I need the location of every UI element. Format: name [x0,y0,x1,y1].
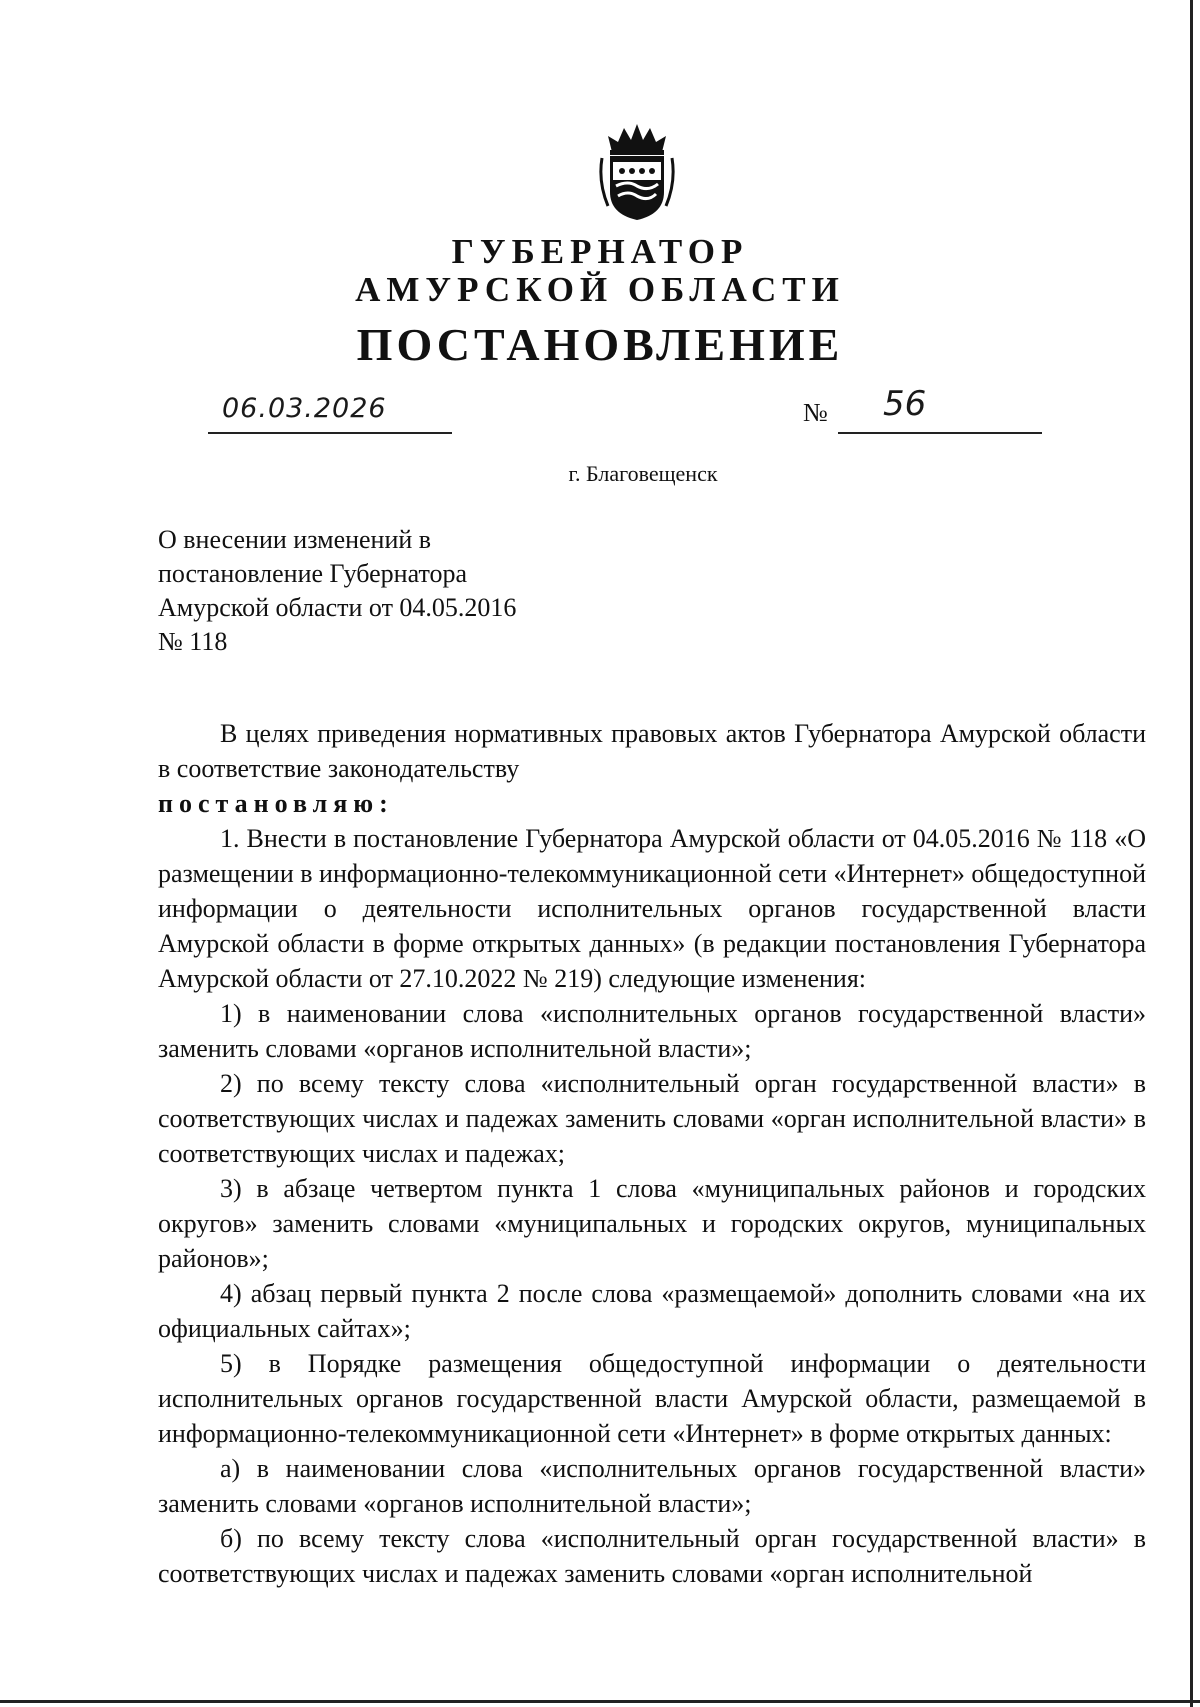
title-line: О внесении изменений в [158,525,432,554]
number-label: № [803,398,828,427]
amur-oblast-coat-of-arms-icon [598,122,676,222]
issuer-region: АМУРСКОЙ ОБЛАСТИ [355,270,845,309]
preamble: В целях приведения нормативных правовых актов Губернатора Амурской области в соответствие законодательству [158,719,1146,783]
paragraph: б) по всему тексту слова «исполнительный орган государственной власти» в соответствующих числах и падежах заменить словами «орган исполнительной [158,1524,1146,1588]
scan-border [0,1700,1200,1703]
paragraph: 4) абзац первый пункта 2 после слова «размещаемой» дополнить словами «на их официальных сайтах»; [158,1279,1146,1343]
document-date: 06.03.2026 [222,393,387,424]
paragraph: 1. Внести в постановление Губернатора Амурской области от 04.05.2016 № 118 «О размещении в информационно-телекоммуникационной сети «Интернет» общедоступной информации о деятельности исполнительных органов государственной власти Амурской области в форме открытых данных» (в редакции постановления Губернатора Амурской области от 27.10.2022 № 219) следующие изменения: [158,824,1146,993]
document-title [158,523,598,659]
issuer-title: ГУБЕРНАТОР [451,232,749,271]
paragraph: 2) по всему тексту слова «исполнительный орган государственной власти» в соответствующих числах и падежах заменить словами «орган исполнительной власти» в соответствующих числах и падежах; [158,1069,1146,1168]
title-line: постановление Губернатора [158,559,468,588]
document-body [158,716,1146,1591]
paragraph: а) в наименовании слова «исполнительных органов государственной власти» заменить словами «органов исполнительной власти»; [158,1454,1146,1518]
paragraph: 3) в абзаце четвертом пункта 1 слова «муниципальных районов и городских округов» заменить словами «муниципальных и городских округов, муниципальных районов»; [158,1174,1146,1273]
title-line: № 118 [158,627,228,656]
city: г. Благовещенск [568,461,718,486]
number-field-line [838,398,1042,434]
document-type: ПОСТАНОВЛЕНИЕ [356,319,844,370]
document-number: 56 [883,384,927,424]
paragraph: 5) в Порядке размещения общедоступной информации о деятельности исполнительных органов государственной власти Амурской области, размещаемой в информационно-телекоммуникационной сети «Интернет» в форме открытых данных: [158,1349,1146,1448]
decree-word: постановляю: [158,789,394,818]
paragraph: 1) в наименовании слова «исполнительных органов государственной власти» заменить словами «органов исполнительной власти»; [158,999,1146,1063]
title-line: Амурской области от 04.05.2016 [158,593,517,622]
